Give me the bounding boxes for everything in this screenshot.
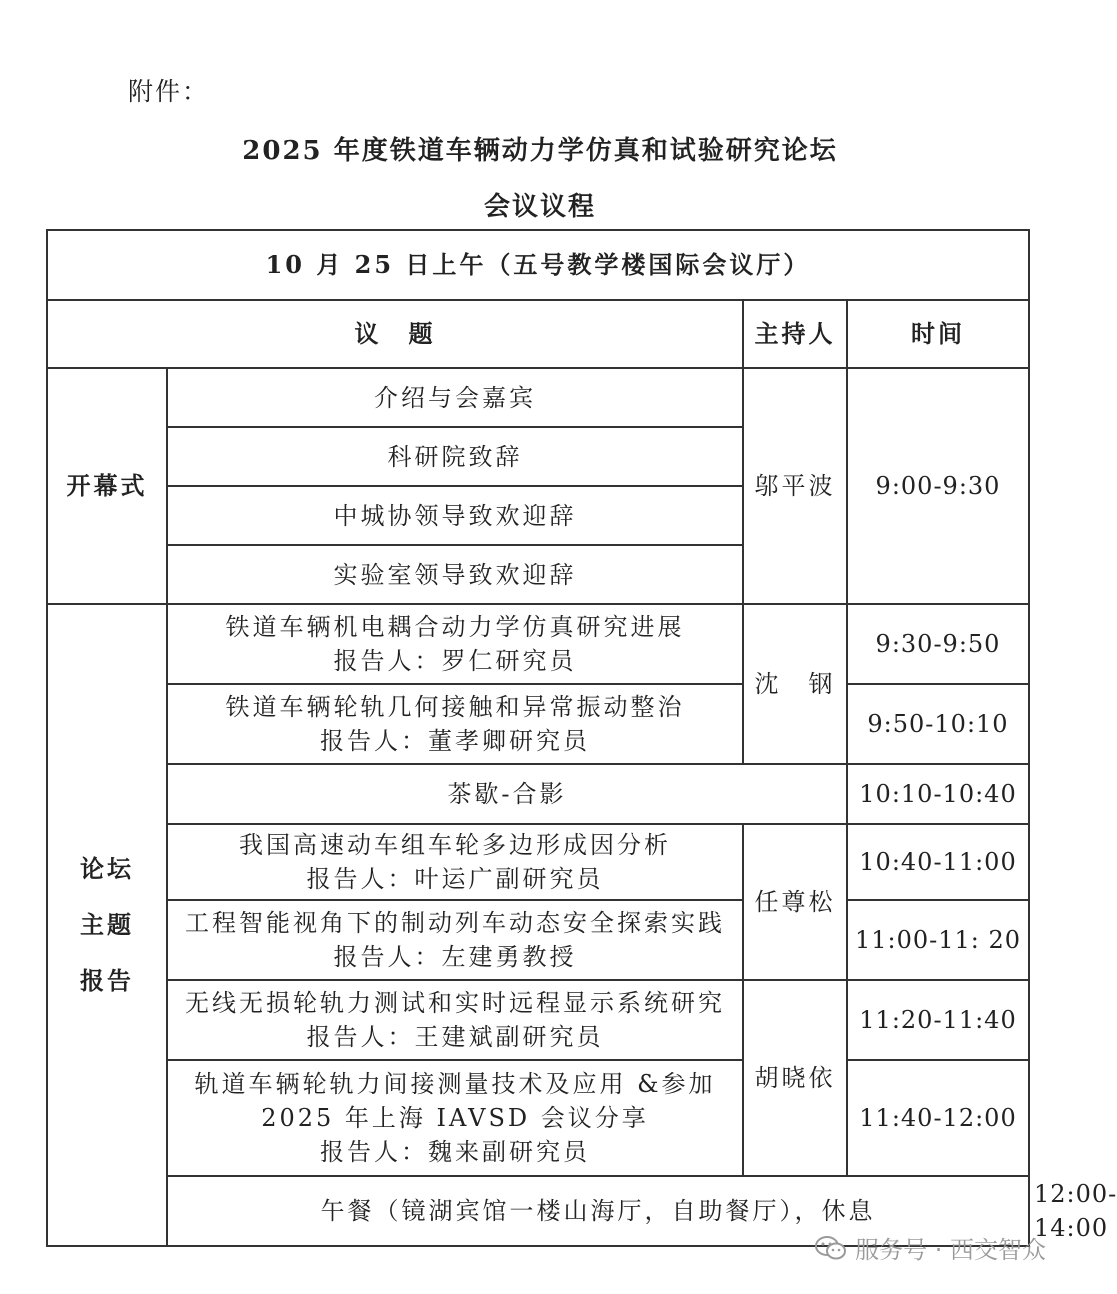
talk-cell [167,1060,743,1176]
talk-time: 9:30-9:50 [847,604,1029,684]
forum-host-3: 胡晓依 [743,980,847,1176]
talk-title: 无线无损轮轨力测试和实时远程显示系统研究 [185,989,725,1017]
forum-label-line: 论坛 [80,854,134,883]
table-row [47,824,1029,900]
talk-cell [167,980,743,1060]
talk-time: 11:00-11: 20 [847,900,1029,980]
talk-title: 铁道车辆机电耦合动力学仿真研究进展 [225,613,685,641]
talk-speaker: 报告人：董孝卿研究员 [320,727,590,755]
column-header-topic: 议 题 [47,300,743,368]
agenda-table [46,229,1117,1247]
column-header-time: 时间 [847,300,1029,368]
forum-host-1: 沈 钢 [743,604,847,764]
forum-label [47,604,167,1246]
talk-speaker: 报告人：魏来副研究员 [320,1138,590,1166]
talk-cell [167,900,743,980]
forum-host-2: 任尊松 [743,824,847,980]
talk-time: 9:50-10:10 [847,684,1029,764]
talk-title: 我国高速动车组车轮多边形成因分析 [239,831,671,859]
opening-item: 中城协领导致欢迎辞 [167,486,743,545]
table-row [47,230,1029,300]
talk-title: 轨道车辆轮轨力间接测量技术及应用 &参加 [194,1070,716,1098]
watermark [815,1230,1046,1265]
break-time: 10:10-10:40 [847,764,1029,824]
opening-item: 科研院致辞 [167,427,743,486]
session-heading: 10 月 25 日上午（五号教学楼国际会议厅） [47,230,1029,300]
forum-label-line: 主题 [80,910,134,939]
talk-cell [167,684,743,764]
opening-item: 介绍与会嘉宾 [167,368,743,427]
table-row [47,368,1029,427]
talk-time: 11:40-12:00 [847,1060,1029,1176]
attachment-label: 附件： [128,77,210,106]
opening-host: 邬平波 [743,368,847,604]
column-header-host: 主持人 [743,300,847,368]
talk-speaker: 报告人：罗仁研究员 [333,647,577,675]
talk-title: 铁道车辆轮轨几何接触和异常振动整治 [225,693,685,721]
watermark-text: 服务号 · 西交智众 [855,1236,1046,1264]
table-row [47,980,1029,1060]
talk-cell [167,824,743,900]
forum-label-line: 报告 [80,966,134,995]
wechat-icon [815,1235,847,1261]
table-row [47,684,1029,764]
talk-cell [167,604,743,684]
opening-time: 9:00-9:30 [847,368,1029,604]
break-label: 茶歇-合影 [167,764,847,824]
opening-item: 实验室领导致欢迎辞 [167,545,743,604]
talk-time: 11:20-11:40 [847,980,1029,1060]
opening-label: 开幕式 [47,368,167,604]
document-title: 2025 年度铁道车辆动力学仿真和试验研究论坛 [242,136,838,166]
table-row [47,300,1029,368]
talk-title-continued: 2025 年上海 IAVSD 会议分享 [261,1104,649,1132]
table-row [47,1060,1029,1176]
document-subtitle: 会议议程 [483,192,596,222]
talk-title: 工程智能视角下的制动列车动态安全探索实践 [185,909,725,937]
lunch-label: 午餐（镜湖宾馆一楼山海厅，自助餐厅），休息 [167,1176,1029,1246]
talk-speaker: 报告人：叶运广副研究员 [306,865,604,893]
talk-speaker: 报告人：左建勇教授 [333,943,577,971]
talk-speaker: 报告人：王建斌副研究员 [306,1023,604,1051]
talk-time: 10:40-11:00 [847,824,1029,900]
table-row [47,900,1029,980]
table-row [47,764,1029,824]
table-row: 午餐（镜湖宾馆一楼山海厅，自助餐厅），休息 12:00-14:00 [47,1176,1029,1246]
table-row [47,604,1029,684]
